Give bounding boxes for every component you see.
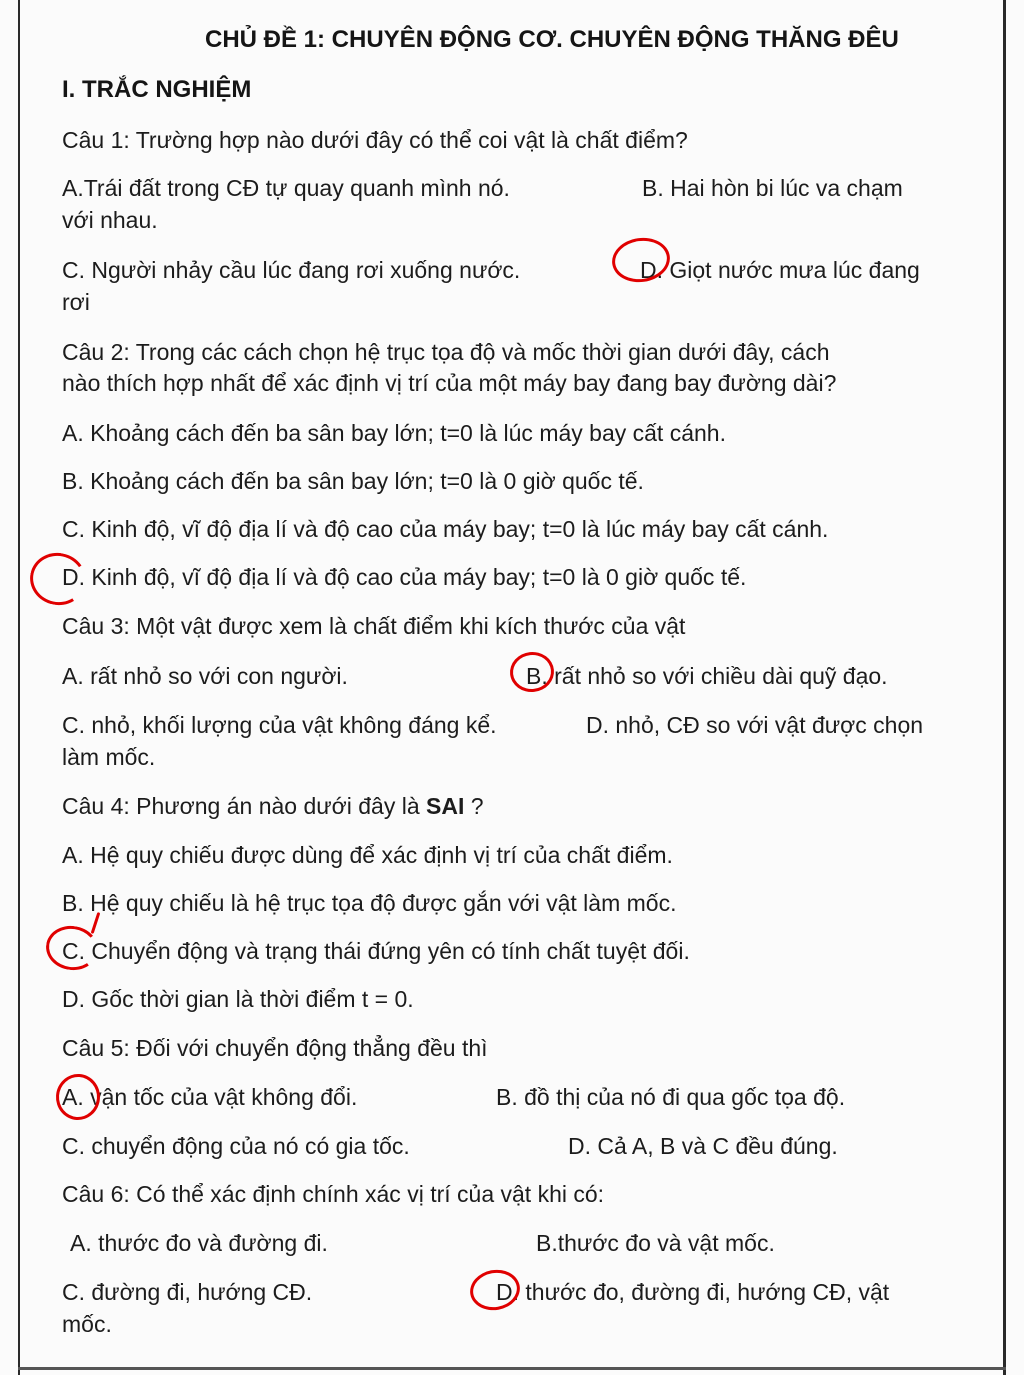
question-1-option-d: D. Giọt nước mưa lúc đang bbox=[640, 257, 920, 283]
question-6-option-a: A. thước đo và đường đi. bbox=[70, 1230, 328, 1256]
question-3-option-a: A. rất nhỏ so với con người. bbox=[62, 663, 348, 689]
question-6-option-d: D. thước đo, đường đi, hướng CĐ, vật bbox=[496, 1279, 890, 1305]
question-3-option-d: D. nhỏ, CĐ so với vật được chọn bbox=[586, 712, 924, 738]
question-5-option-c: C. chuyển động của nó có gia tốc. bbox=[62, 1133, 410, 1159]
question-4-text bbox=[62, 790, 484, 822]
question-4-text-suffix: ? bbox=[464, 793, 484, 819]
question-1-option-b: B. Hai hòn bi lúc va chạm bbox=[642, 175, 903, 201]
question-5-option-d: D. Cả A, B và C đều đúng. bbox=[568, 1133, 838, 1159]
question-4-option-a: A. Hệ quy chiếu được dùng để xác định vị trí của chất điểm. bbox=[62, 842, 673, 868]
question-4-text-prefix: Câu 4: Phương án nào dưới đây là bbox=[62, 793, 427, 819]
section-heading: I. TRẮC NGHIỆM bbox=[62, 76, 252, 103]
page-border-bottom bbox=[18, 1367, 1006, 1370]
question-1-option-b-cont: với nhau. bbox=[62, 207, 158, 233]
question-1-option-a: A.Trái đất trong CĐ tự quay quanh mình nó. bbox=[62, 175, 510, 201]
question-2-text-line1: Câu 2: Trong các cách chọn hệ trục tọa độ và mốc thời gian dưới đây, cách bbox=[62, 339, 830, 365]
question-5-text: Câu 5: Đối với chuyển động thẳng đều thì bbox=[62, 1035, 488, 1061]
question-4-option-c: C. Chuyển động và trạng thái đứng yên có tính chất tuyệt đối. bbox=[62, 938, 690, 964]
question-2-option-b: B. Khoảng cách đến ba sân bay lớn; t=0 là 0 giờ quốc tế. bbox=[62, 468, 644, 494]
question-1-option-c: C. Người nhảy cầu lúc đang rơi xuống nước. bbox=[62, 257, 521, 283]
question-4-option-b: B. Hệ quy chiếu là hệ trục tọa độ được gắn với vật làm mốc. bbox=[62, 890, 677, 916]
question-6-option-b: B.thước đo và vật mốc. bbox=[536, 1230, 775, 1256]
question-1-option-d-cont: rơi bbox=[62, 289, 90, 315]
question-5-option-b: B. đồ thị của nó đi qua gốc tọa độ. bbox=[496, 1084, 846, 1110]
question-2-text-line2: nào thích hợp nhất để xác định vị trí của một máy bay đang bay đường dài? bbox=[62, 370, 837, 396]
document-title: CHỦ ĐỀ 1: CHUYÊN ĐỘNG CƠ. CHUYÊN ĐỘNG THĂNG ĐÊU bbox=[205, 26, 899, 53]
question-4-text-bold: SAI bbox=[426, 793, 465, 819]
question-4-option-d: D. Gốc thời gian là thời điểm t = 0. bbox=[62, 986, 414, 1012]
page-border-right bbox=[1003, 0, 1006, 1375]
question-2-option-c: C. Kinh độ, vĩ độ địa lí và độ cao của máy bay; t=0 là lúc máy bay cất cánh. bbox=[62, 516, 829, 542]
question-6-text: Câu 6: Có thể xác định chính xác vị trí của vật khi có: bbox=[62, 1181, 605, 1207]
question-3-option-c: C. nhỏ, khối lượng của vật không đáng kể. bbox=[62, 712, 497, 738]
question-5-option-a: A. vận tốc của vật không đổi. bbox=[62, 1084, 358, 1110]
question-2-option-a: A. Khoảng cách đến ba sân bay lớn; t=0 là lúc máy bay cất cánh. bbox=[62, 420, 726, 446]
question-6-option-c: C. đường đi, hướng CĐ. bbox=[62, 1279, 313, 1305]
question-2-option-d: D. Kinh độ, vĩ độ địa lí và độ cao của máy bay; t=0 là 0 giờ quốc tế. bbox=[62, 564, 747, 590]
question-3-option-b: B. rất nhỏ so với chiều dài quỹ đạo. bbox=[526, 663, 888, 689]
question-1-text: Câu 1: Trường hợp nào dưới đây có thể coi vật là chất điểm? bbox=[62, 127, 688, 153]
question-3-text: Câu 3: Một vật được xem là chất điểm khi kích thước của vật bbox=[62, 613, 686, 639]
page-border-left bbox=[18, 0, 20, 1375]
question-6-option-d-cont: mốc. bbox=[62, 1311, 112, 1337]
question-3-option-d-cont: làm mốc. bbox=[62, 744, 156, 770]
